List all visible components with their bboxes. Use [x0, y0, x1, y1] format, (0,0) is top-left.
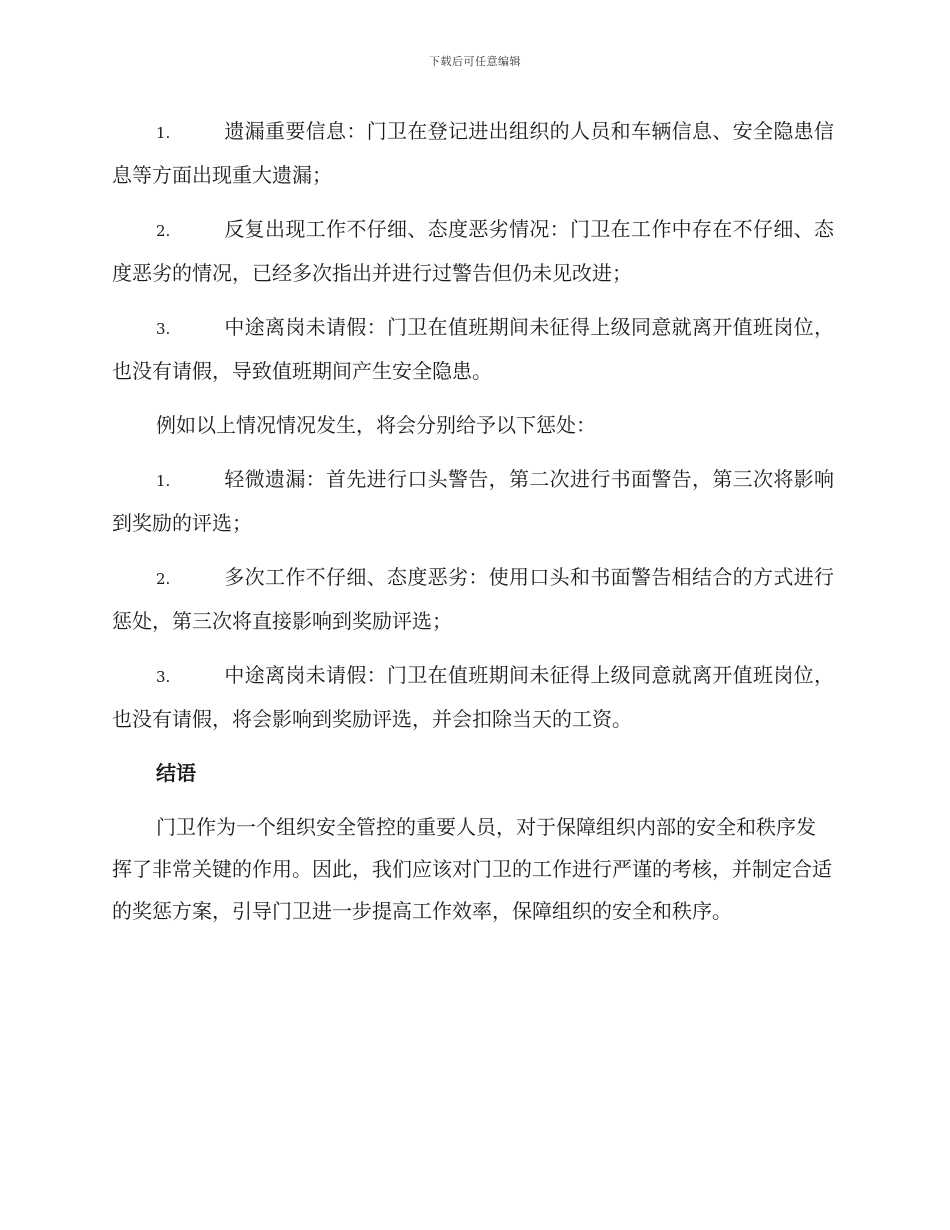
- list-item-text: 中途离岗未请假：门卫在值班期间未征得上级同意就离开值班岗位，也没有请假，导致值班期间产生安全隐患。: [112, 315, 834, 383]
- intro-paragraph: 例如以上情况情况发生，将会分别给予以下惩处：: [156, 413, 596, 437]
- list-item-text: 中途离岗未请假：门卫在值班期间未征得上级同意就离开值班岗位，也没有请假，将会影响到奖励评选，并会扣除当天的工资。: [112, 663, 834, 731]
- list-item-number: 3.: [156, 320, 171, 338]
- list-item: [112, 208, 834, 294]
- list-item-number: 1.: [156, 124, 171, 142]
- list-item: [112, 110, 834, 196]
- list-item-text: 多次工作不仔细、态度恶劣：使用口头和书面警告相结合的方式进行惩处，第三次将直接影响到奖励评选；: [112, 565, 834, 633]
- list-item-number: 2.: [156, 570, 171, 588]
- conclusion-paragraph: 门卫作为一个组织安全管控的重要人员，对于保障组织内部的安全和秩序发挥了非常关键的作用。因此，我们应该对门卫的工作进行严谨的考核，并制定合适的奖惩方案，引导门卫进一步提高工作效率，保障组织的安全和秩序。: [112, 815, 832, 923]
- list-item-number: 1.: [156, 472, 171, 490]
- document-body: [112, 110, 834, 944]
- list-item-number: 2.: [156, 222, 171, 240]
- page-header: 下载后可任意编辑: [429, 55, 521, 68]
- list-item: [112, 654, 834, 740]
- list-item-text: 遗漏重要信息：门卫在登记进出组织的人员和车辆信息、安全隐患信息等方面出现重大遗漏；: [112, 119, 834, 187]
- list-item: [112, 306, 834, 392]
- list-item-number: 3.: [156, 668, 171, 686]
- list-item-text: 轻微遗漏：首先进行口头警告，第二次进行书面警告，第三次将影响到奖励的评选；: [112, 467, 834, 535]
- list-item: [112, 556, 834, 642]
- section-heading: 结语: [156, 761, 196, 785]
- list-item-text: 反复出现工作不仔细、态度恶劣情况：门卫在工作中存在不仔细、态度恶劣的情况，已经多次指出并进行过警告但仍未见改进；: [112, 217, 834, 285]
- list-item: [112, 458, 834, 544]
